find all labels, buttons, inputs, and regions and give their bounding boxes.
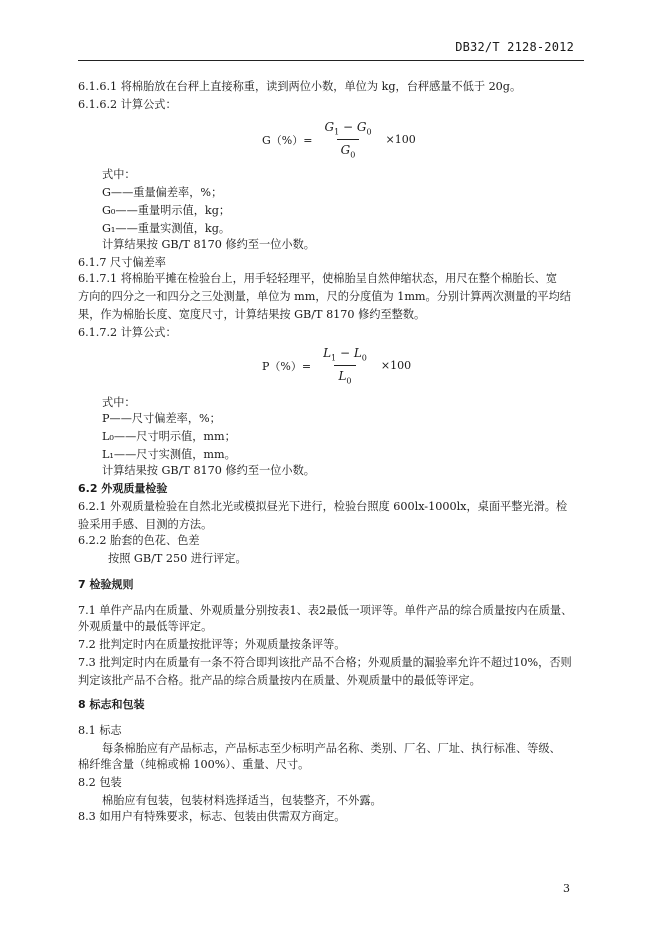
rounding-note-2: 计算结果按 GB/T 8170 修约至一位小数。 (102, 464, 315, 477)
clause-8-1: 8.1 标志 (78, 724, 122, 737)
section-6-2-heading: 6.2 外观质量检验 (78, 482, 168, 495)
clause-8-2: 8.2 包装 (78, 776, 122, 789)
clause-6-2-1-line1: 6.2.1 外观质量检验在自然北光或模拟昼光下进行，检验台照度 600lx-1000lx，桌面平整光滑。检 (78, 500, 568, 513)
formula-p-numerator: $L_1 - L_0$ (323, 346, 367, 363)
clause-6-1-6-2: 6.1.6.2 计算公式： (78, 98, 177, 111)
def-l0: L₀——尺寸明示值，mm； (102, 430, 236, 443)
where-label-2: 式中： (102, 396, 136, 409)
clause-6-1-7: 6.1.7 尺寸偏差率 (78, 256, 166, 269)
clause-6-1-7-2: 6.1.7.2 计算公式： (78, 326, 177, 339)
section-8-heading: 8 标志和包装 (78, 698, 145, 711)
standard-code-header: DB32/T 2128-2012 (455, 40, 574, 54)
clause-7-1-line1: 7.1 单件产品内在质量、外观质量分别按表1、表2最低一项评等。单件产品的综合质量按内在质量、 (78, 604, 573, 617)
clause-7-3-line1: 7.3 批判定时内在质量有一条不符合即判该批产品不合格；外观质量的漏验率允许不超过10%，否则 (78, 656, 572, 669)
clause-8-1-body-line1: 每条棉胎应有产品标志，产品标志至少标明产品名称、类别、厂名、厂址、执行标准、等级、 (102, 742, 561, 755)
formula-p-fraction (319, 346, 371, 386)
def-g1: G₁——重量实测值，kg。 (102, 222, 231, 235)
clause-7-2: 7.2 批判定时内在质量按批评等；外观质量按条评等。 (78, 638, 346, 651)
formula-g-numerator: $G_1 - G_0$ (324, 120, 372, 137)
clause-6-2-1-line2: 验采用手感、目测的方法。 (78, 518, 213, 531)
header-rule (78, 60, 584, 61)
clause-6-2-2-body: 按照 GB/T 250 进行评定。 (108, 552, 247, 565)
clause-6-2-2: 6.2.2 胎套的色花、色差 (78, 534, 200, 547)
formula-g-denominator: $G_0$ (337, 139, 360, 159)
size-deviation-formula (262, 346, 411, 386)
clause-8-2-body: 棉胎应有包装，包装材料选择适当，包装整齐，不外露。 (102, 794, 382, 807)
clause-6-1-7-1-line2: 方向的四分之一和四分之三处测量，单位为 mm，尺的分度值为 1mm。分别计算两次测量的平均结 (78, 290, 571, 303)
clause-8-3: 8.3 如用户有特殊要求，标志、包装由供需双方商定。 (78, 810, 346, 823)
def-g: G——重量偏差率，%； (102, 186, 223, 199)
section-7-heading: 7 检验规则 (78, 578, 134, 591)
clause-6-1-6-1: 6.1.6.1 将棉胎放在台秤上直接称重，读到两位小数，单位为 kg，台秤感量不低于 20g。 (78, 80, 522, 93)
clause-8-1-body-line2: 棉纤维含量（纯棉或棉 100%）、重量、尺寸。 (78, 758, 310, 771)
def-g0: G₀——重量明示值，kg； (102, 204, 231, 217)
def-p: P——尺寸偏差率，%； (102, 412, 221, 425)
rounding-note: 计算结果按 GB/T 8170 修约至一位小数。 (102, 238, 315, 251)
def-l1: L₁——尺寸实测值，mm。 (102, 448, 236, 461)
clause-6-1-7-1-line1: 6.1.7.1 将棉胎平摊在检验台上，用手轻轻理平，使棉胎呈自然伸缩状态，用尺在整个棉胎长、宽 (78, 272, 558, 285)
formula-g-multiplier: ×100 (385, 133, 416, 147)
formula-p-lhs: P（%）= (262, 359, 312, 373)
formula-g-lhs: G（%）= (262, 133, 313, 147)
clause-7-3-line2: 判定该批产品不合格。批产品的综合质量按内在质量、外观质量中的最低等评定。 (78, 674, 481, 687)
clause-7-1-line2: 外观质量中的最低等评定。 (78, 620, 213, 633)
formula-p-denominator: $L_0$ (334, 365, 355, 385)
where-label: 式中： (102, 168, 136, 181)
page-number: 3 (563, 882, 570, 895)
formula-g-fraction (320, 120, 375, 160)
weight-deviation-formula (262, 120, 416, 160)
formula-p-multiplier: ×100 (380, 359, 412, 373)
clause-6-1-7-1-line3: 果，作为棉胎长度、宽度尺寸，计算结果按 GB/T 8170 修约至整数。 (78, 308, 426, 321)
